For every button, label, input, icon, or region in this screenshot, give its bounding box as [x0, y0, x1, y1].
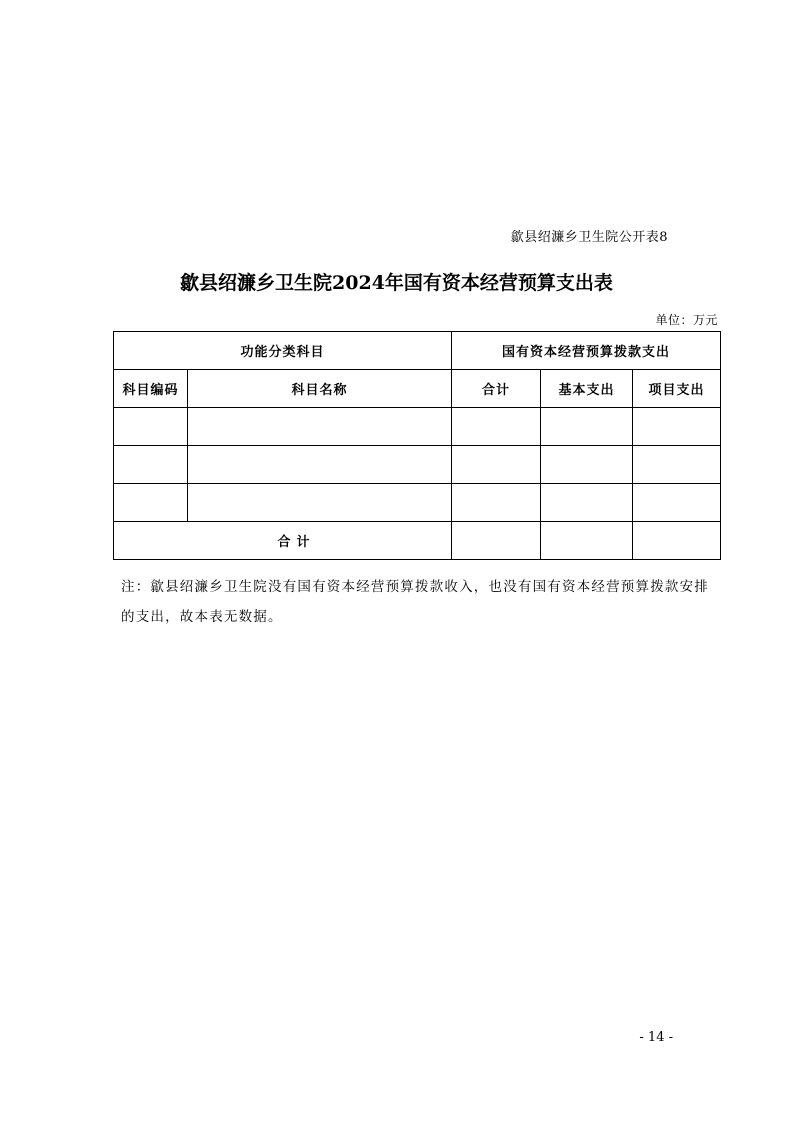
cell-total [452, 408, 541, 446]
unit-label: 单位：万元 [655, 313, 718, 327]
cell-project [633, 484, 721, 522]
column-header-total: 合计 [452, 370, 541, 408]
cell-name [188, 408, 452, 446]
cell-basic [541, 484, 633, 522]
total-row-project [633, 522, 721, 560]
functional-category-header: 功能分类科目 [114, 332, 452, 370]
column-header-project: 项目支出 [633, 370, 721, 408]
table-row [114, 446, 721, 484]
budget-table [113, 331, 721, 560]
page-number: - 14 - [639, 1030, 673, 1045]
table-row [114, 484, 721, 522]
column-header-row [114, 370, 721, 408]
cell-name [188, 484, 452, 522]
total-row-basic [541, 522, 633, 560]
column-header-name: 科目名称 [188, 370, 452, 408]
cell-project [633, 446, 721, 484]
page-title: 歙县绍濂乡卫生院2024年国有资本经营预算支出表 [180, 272, 613, 294]
table-row [114, 408, 721, 446]
table-reference: 歙县绍濂乡卫生院公开表8 [510, 230, 668, 245]
column-header-basic: 基本支出 [541, 370, 633, 408]
footnote: 注：歙县绍濂乡卫生院没有国有资本经营预算拨款收入，也没有国有资本经营预算拨款安排的支出，故本表无数据。 [121, 579, 709, 625]
cell-code [114, 484, 188, 522]
column-header-code: 科目编码 [114, 370, 188, 408]
cell-code [114, 446, 188, 484]
cell-basic [541, 446, 633, 484]
cell-name [188, 446, 452, 484]
cell-total [452, 484, 541, 522]
cell-project [633, 408, 721, 446]
cell-basic [541, 408, 633, 446]
group-header-row [114, 332, 721, 370]
total-row [114, 522, 721, 560]
total-row-total [452, 522, 541, 560]
total-row-label: 合计 [114, 522, 452, 560]
cell-total [452, 446, 541, 484]
cell-code [114, 408, 188, 446]
expenditure-header: 国有资本经营预算拨款支出 [452, 332, 721, 370]
